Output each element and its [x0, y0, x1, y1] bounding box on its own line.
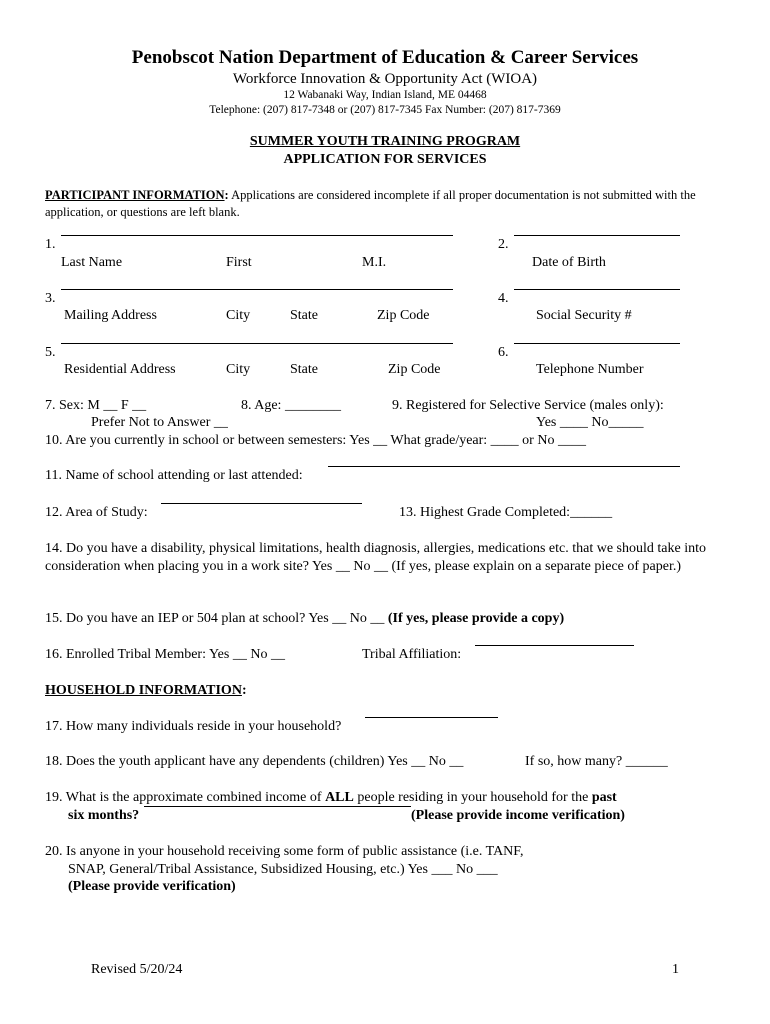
q12-area-of-study: 12. Area of Study:: [45, 505, 148, 520]
q17-household-size: 17. How many individuals reside in your household?: [45, 719, 342, 734]
phone-line: Telephone: (207) 817-7348 or (207) 817-7345 Fax Number: (207) 817-7369: [209, 104, 561, 116]
dob-field-line[interactable]: [514, 235, 680, 236]
address-line: 12 Wabanaki Way, Indian Island, ME 04468: [283, 89, 487, 101]
q18-how-many[interactable]: If so, how many? ______: [525, 754, 668, 769]
q16-tribal-member[interactable]: 16. Enrolled Tribal Member: Yes __ No __: [45, 647, 285, 662]
household-size-line[interactable]: [365, 717, 498, 718]
q19-income: [45, 790, 617, 806]
income-line[interactable]: [144, 806, 411, 807]
field-6-number: 6.: [498, 345, 509, 360]
field-3-number: 3.: [45, 291, 56, 306]
ssn-label: Social Security #: [536, 308, 632, 323]
telephone-field-line[interactable]: [514, 343, 680, 344]
mailing-address-line[interactable]: [61, 289, 453, 290]
q20-verification-note: (Please provide verification): [68, 879, 236, 894]
area-of-study-line[interactable]: [161, 503, 362, 504]
mailing-zip-label: Zip Code: [377, 308, 430, 323]
revised-date: Revised 5/20/24: [91, 962, 183, 977]
q9-yes-no[interactable]: Yes ____ No_____: [536, 415, 644, 430]
q10-school[interactable]: 10. Are you currently in school or between semesters: Yes __ What grade/year: ____ or No ____: [45, 433, 586, 448]
field-2-number: 2.: [498, 237, 509, 252]
field-5-number: 5.: [45, 345, 56, 360]
q14-disability[interactable]: 14. Do you have a disability, physical limitations, health diagnosis, allergies, medications etc. that we should take into consideration when placing you in a work site? Yes __ No __ (If yes, please explain on a separate piece of paper.): [45, 541, 706, 574]
residential-address-label: Residential Address: [64, 362, 176, 377]
q8-age[interactable]: 8. Age: ________: [241, 398, 341, 413]
q19-all: ALL: [325, 790, 354, 805]
q16-tribal-affiliation: Tribal Affiliation:: [362, 647, 462, 662]
participant-heading-colon: :: [224, 188, 229, 202]
household-heading: HOUSEHOLD INFORMATION: [45, 683, 242, 698]
mailing-address-label: Mailing Address: [64, 308, 157, 323]
last-name-label: Last Name: [61, 255, 123, 270]
q19-text-a: 19. What is the approximate combined income of: [45, 790, 326, 805]
residential-city-label: City: [226, 362, 251, 377]
page-number: 1: [672, 962, 679, 977]
q19-six-months: six months?: [68, 808, 140, 823]
middle-initial-label: M.I.: [362, 255, 387, 270]
residential-state-label: State: [290, 362, 318, 377]
participant-heading: PARTICIPANT INFORMATION: [45, 188, 225, 202]
program-subtitle: APPLICATION FOR SERVICES: [283, 152, 487, 167]
q15-note: (If yes, please provide a copy): [387, 611, 565, 626]
q11-school-name: 11. Name of school attending or last attended:: [45, 468, 303, 483]
tribal-affiliation-line[interactable]: [475, 645, 634, 646]
q19-past: past: [591, 790, 617, 805]
q7-prefer-not[interactable]: Prefer Not to Answer __: [91, 415, 228, 430]
household-heading-colon: :: [241, 683, 247, 698]
q20-public-assistance-cont[interactable]: SNAP, General/Tribal Assistance, Subsidized Housing, etc.) Yes ___ No ___: [68, 862, 498, 877]
wioa-subtitle: Workforce Innovation & Opportunity Act (WIOA): [232, 71, 538, 87]
residential-address-line[interactable]: [61, 343, 453, 344]
q7-sex[interactable]: 7. Sex: M __ F __: [45, 398, 147, 413]
q19-text-b: people residing in your household for the: [353, 790, 592, 805]
ssn-field-line[interactable]: [514, 289, 680, 290]
first-name-label: First: [226, 255, 252, 270]
field-1-number: 1.: [45, 237, 56, 252]
telephone-label: Telephone Number: [536, 362, 644, 377]
mailing-city-label: City: [226, 308, 251, 323]
residential-zip-label: Zip Code: [388, 362, 441, 377]
program-title: SUMMER YOUTH TRAINING PROGRAM: [249, 134, 521, 149]
q15-text: 15. Do you have an IEP or 504 plan at school? Yes __ No __: [45, 611, 388, 626]
q18-dependents[interactable]: 18. Does the youth applicant have any dependents (children) Yes __ No __: [45, 754, 464, 769]
q13-highest-grade[interactable]: 13. Highest Grade Completed:______: [399, 505, 613, 520]
name-field-line[interactable]: [61, 235, 453, 236]
household-heading-row: [45, 683, 247, 699]
mailing-state-label: State: [290, 308, 318, 323]
q15-iep[interactable]: [45, 611, 564, 627]
participant-intro-text: Applications are considered incomplete if all proper documentation is not submitted with the application, or questions are left blank.: [45, 188, 696, 219]
document-title: Penobscot Nation Department of Education & Career Services: [131, 47, 639, 68]
q9-selective-service: 9. Registered for Selective Service (males only):: [392, 398, 664, 413]
dob-label: Date of Birth: [532, 255, 606, 270]
q20-public-assistance: 20. Is anyone in your household receiving some form of public assistance (i.e. TANF,: [45, 844, 524, 859]
school-name-line[interactable]: [328, 466, 680, 467]
q19-verification-note: (Please provide income verification): [411, 808, 625, 823]
field-4-number: 4.: [498, 291, 509, 306]
participant-intro: [45, 187, 730, 221]
